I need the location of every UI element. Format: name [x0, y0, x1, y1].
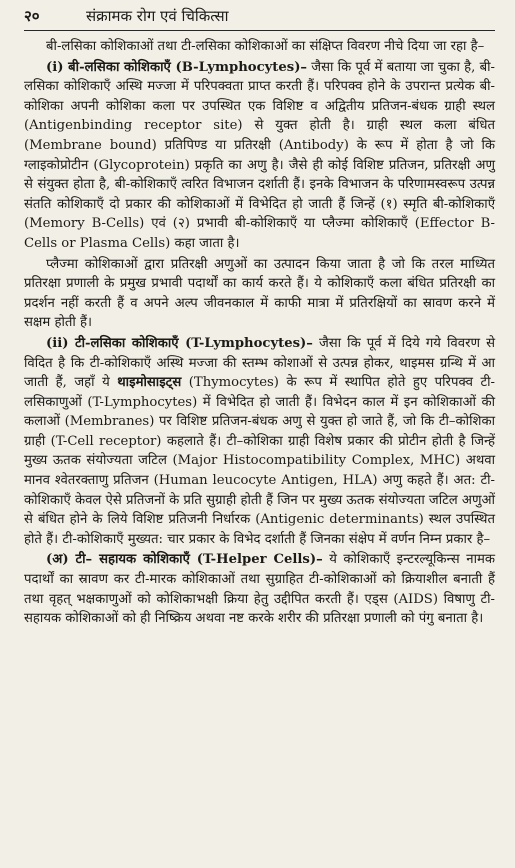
running-title: संक्रामक रोग एवं चिकित्सा	[86, 7, 229, 25]
t-helper-paragraph	[24, 550, 495, 628]
t-helper-text: ये कोशिकाएँ इन्टरल्यूकिन्स नामक पदार्थों का स्रावण कर टी-मारक कोशिकाओं तथा सुग्राहित टी-कोशिकाओं को क्रियाशील बनाती हैं तथा वृहत् भक्षकाणुओं को कोशिकाभक्षी क्रिया हेतु उद्दीपित करती हैं। एड्स (AIDS) विषाणु टी-सहायक कोशिकाओं को ही निष्क्रिय अथवा नष्ट करके शरीर की प्रतिरक्षा प्रणाली को पंगु बनाता है।	[24, 552, 495, 627]
page-header	[24, 6, 495, 28]
plasma-cells-paragraph: प्लैज्मा कोशिकाओं द्वारा प्रतिरक्षी अणुओं का उत्पादन किया जाता है जो कि तरल माध्यित प्रतिरक्षा प्रणाली के प्रमुख प्रभावी पदार्थों का कार्य करते हैं। ये कोशिकाएँ कला बंधित प्रतिरक्षी का प्रदर्शन नहीं करती हैं व अपने अल्प जीवनकाल में काफी मात्रा में प्रतिरक्षियों का स्रावण करने में सक्षम होती हैं।	[24, 256, 495, 331]
b-lymphocytes-heading: (i) बी-लसिका कोशिकाएँ (B-Lymphocytes)–	[46, 59, 308, 75]
t-lymphocytes-heading: (ii) टी-लसिका कोशिकाएँ (T-Lymphocytes)–	[46, 335, 313, 351]
thymocytes-term: थाइमोसाइट्स	[117, 375, 182, 391]
t-lymphocytes-text-2: (Thymocytes) के रूप में स्थापित होते हुए परिपक्व टी-लसिकाणुओं (T-Lymphocytes) में विभेदित हो जाती हैं। विभेदन काल में इन कोशिकाओं की कलाओं (Membranes) पर विशिष्ट प्रतिजन-बंधक अणु से युक्त हो जाते हैं, जो कि टी–कोशिका ग्राही (T-Cell receptor) कहलाते हैं। टी–कोशिका ग्राही विशेष प्रकार की प्रोटीन होती है जिन्हें मुख्य ऊतक संयोज्यता जटिल (Major Histocompatibility Complex, MHC) अथवा मानव श्वेतरक्ताणु प्रतिजन (Human leucocyte Antigen, HLA) अणु कहते हैं। अत: टी-कोशिकाएँ केवल ऐसे प्रतिजनों के प्रति सुग्राही होती हैं जिन पर मुख्य ऊतक संयोज्यता जटिल अणुओं से बंधित होने के लिये विशिष्ट प्रतिजनी निर्धारक (Antigenic determinants) स्थल उपस्थित होते हैं। टी-कोशिकाएँ मुख्यत: चार प्रकार के विभेद दर्शाती हैं जिनका संक्षेप में वर्णन निम्न प्रकार है–	[24, 375, 495, 547]
intro-paragraph: बी-लसिका कोशिकाओं तथा टी-लसिका कोशिकाओं का संक्षिप्त विवरण नीचे दिया जा रहा है–	[46, 39, 485, 54]
t-helper-heading: (अ) टी– सहायक कोशिकाएँ (T-Helper Cells)–	[46, 552, 323, 568]
page-number: २०	[24, 7, 40, 25]
b-lymphocytes-text: जैसा कि पूर्व में बताया जा चुका है, बी-लसिका कोशिकाएँ अस्थि मज्जा में परिपक्वता प्राप्त करती हैं। परिपक्व होने के उपरान्त प्रत्येक बी-कोशिका अपनी कोशिका कला पर उपस्थित एक विशिष्ट व अद्वितीय प्रतिजन-बंधक ग्राही स्थल (Antigenbinding receptor site) से युक्त होती है। ग्राही स्थल कला बंधित (Membrane bound) प्रतिपिण्ड या प्रतिरक्षी (Antibody) के रूप में होता है जो कि ग्लाइकोप्रोटीन (Glycoprotein) प्रकृति का अणु है। जैसे ही कोई विशिष्ट प्रतिजन, प्रतिरक्षी अणु से संयुक्त होता है, बी-कोशिकाएँ त्वरित विभाजन दर्शाती हैं। इनके विभाजन के परिणामस्वरूप उत्पन्न संतति कोशिकाएँ दो प्रकार की कोशिकाओं में विभेदित हो जाती हैं जिन्हें (१) स्मृति बी-कोशिकाएँ (Memory B-Cells) एवं (२) प्रभावी बी-कोशिकाएँ या प्लैज्मा कोशिकाएँ (Effector B-Cells or Plasma Cells) कहा जाता है।	[24, 59, 495, 251]
t-lymphocytes-paragraph	[24, 334, 495, 550]
t-lymphocytes-text-1: जैसा कि पूर्व में दिये गये विवरण से विदित है कि टी-कोशिकाएँ अस्थि मज्जा की स्तम्भ कोशाओं से उत्पन्न होकर, थाइमस ग्रन्थि में आ जाती हैं, जहाँ ये	[24, 335, 495, 391]
header-rule	[24, 30, 495, 31]
b-lymphocytes-paragraph	[24, 58, 495, 254]
